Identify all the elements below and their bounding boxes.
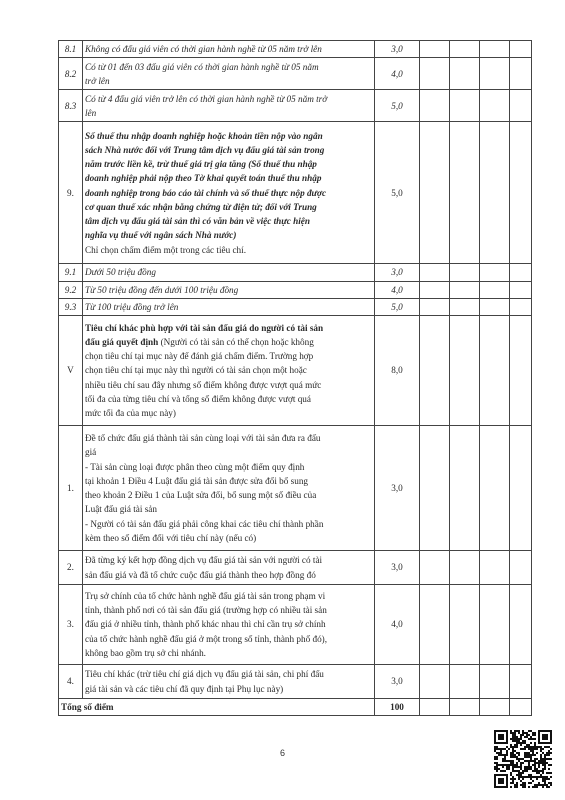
criterion-line: giá tài sản và các tiêu chí đã quy định tại Phụ lục này)	[85, 683, 284, 694]
criterion-text	[83, 551, 375, 585]
row-number: 3.	[59, 585, 83, 665]
max-points: 3,0	[375, 426, 420, 551]
max-points: 5,0	[375, 90, 420, 122]
criterion-line: Có từ 4 đấu giá viên trở lên có thời gian hành nghề từ 05 năm trở	[85, 93, 328, 104]
criterion-line: chọn tiêu chí tại mục này để đánh giá chấm điểm. Trường hợp	[85, 351, 314, 362]
criterion-line: Số thuế thu nhập doanh nghiệp hoặc khoản tiền nộp vào ngân	[85, 130, 323, 141]
criteria-table	[58, 40, 532, 716]
score-cell	[480, 426, 510, 551]
score-cell	[450, 316, 480, 426]
criterion-line: doanh nghiệp phải nộp theo Tờ khai quyết toán thuế thu nhập	[85, 173, 322, 184]
score-cell	[450, 281, 480, 298]
score-cell	[420, 58, 450, 90]
criterion-text	[83, 90, 375, 122]
criterion-text	[83, 264, 375, 281]
criterion-text	[83, 58, 375, 90]
criterion-line: của tổ chức hành nghề đấu giá ở một trong số tỉnh, thành phố đó),	[85, 633, 328, 644]
table-row	[59, 665, 532, 699]
score-cell	[420, 122, 450, 264]
max-points: 4,0	[375, 58, 420, 90]
score-cell	[450, 41, 480, 58]
criterion-line: Có từ 01 đến 03 đấu giá viên có thời gian hành nghề từ 05 năm	[85, 61, 319, 72]
criterion-note: Chỉ chọn chấm điểm một trong các tiêu chí.	[85, 244, 246, 255]
criterion-line: Tiêu chí khác (trừ tiêu chí giá dịch vụ đấu giá tài sản, chi phí đấu	[85, 669, 324, 680]
criterion-heading-line: Tiêu chí khác phù hợp với tài sản đấu giá do người có tài sản	[85, 322, 324, 333]
row-number: 1.	[59, 426, 83, 551]
score-cell	[510, 426, 532, 551]
row-number: 8.3	[59, 90, 83, 122]
score-cell	[420, 281, 450, 298]
criterion-line: Không có đấu giá viên có thời gian hành nghề từ 05 năm trở lên	[85, 44, 322, 54]
criterion-line: năm trước liền kề, trừ thuế giá trị gia tăng (Số thuế thu nhập	[85, 159, 317, 170]
criterion-line: tại khoản 1 Điều 4 Luật đấu giá tài sản được sửa đổi bổ sung	[85, 475, 309, 486]
score-cell	[510, 699, 532, 716]
criterion-text	[83, 316, 375, 426]
score-cell	[480, 585, 510, 665]
table-row	[59, 58, 532, 90]
criterion-line: (Người có tài sản có thể chọn hoặc không	[160, 336, 314, 347]
criterion-line: Dưới 50 triệu đồng	[85, 267, 156, 278]
score-cell	[510, 90, 532, 122]
score-cell	[450, 122, 480, 264]
criterion-line: trở lên	[85, 75, 110, 86]
row-number: V	[59, 316, 83, 426]
criterion-line: nhiều tiêu chí sau đây nhưng số điểm không được vượt quá mức	[85, 379, 322, 390]
criterion-line: doanh nghiệp trong báo cáo tài chính và số thuế thực nộp được	[85, 187, 327, 198]
score-cell	[510, 316, 532, 426]
table-row	[59, 585, 532, 665]
row-number: 8.1	[59, 41, 83, 58]
score-cell	[450, 426, 480, 551]
row-number: 9.2	[59, 281, 83, 298]
criterion-line: Đề tổ chức đấu giá thành tài sản cùng loại với tài sản đưa ra đấu	[85, 433, 321, 443]
score-cell	[510, 58, 532, 90]
max-points: 5,0	[375, 122, 420, 264]
table-row	[59, 281, 532, 298]
max-points: 5,0	[375, 298, 420, 315]
criterion-line: không bao gồm trụ sở chi nhánh.	[85, 647, 206, 658]
score-cell	[420, 316, 450, 426]
criterion-line: Trụ sở chính của tổ chức hành nghề đấu giá tài sản trong phạm vi	[85, 590, 326, 601]
criterion-line: Từ 100 triệu đồng trở lên	[85, 301, 179, 312]
score-cell	[480, 665, 510, 699]
total-label: Tổng số điểm	[59, 699, 375, 716]
page-number: 6	[279, 748, 285, 758]
criterion-line: sách Nhà nước đối với Trung tâm dịch vụ đấu giá tài sản trong	[85, 144, 325, 155]
criterion-line: chọn tiêu chí tại mục này thì người có tài sản chọn một hoặc	[85, 365, 307, 376]
score-cell	[480, 551, 510, 585]
score-cell	[420, 551, 450, 585]
table-row	[59, 298, 532, 315]
score-cell	[420, 699, 450, 716]
criterion-text	[83, 41, 375, 58]
score-cell	[510, 585, 532, 665]
criterion-line: Đã từng ký kết hợp đồng dịch vụ đấu giá tài sản với người có tài	[85, 555, 323, 566]
total-row	[59, 699, 532, 716]
criterion-line: kèm theo số điểm đối với tiêu chí này (nếu có)	[85, 532, 257, 543]
criterion-line: nghĩa vụ thuế với ngân sách Nhà nước)	[85, 230, 237, 241]
criterion-line: giá	[85, 447, 97, 458]
score-cell	[480, 90, 510, 122]
max-points: 3,0	[375, 41, 420, 58]
max-points: 8,0	[375, 316, 420, 426]
criterion-line: theo khoản 2 Điều 1 của Luật sửa đổi, bổ sung một số điều của	[85, 490, 317, 500]
score-cell	[480, 41, 510, 58]
total-points: 100	[375, 699, 420, 716]
criterion-line: lên	[85, 107, 97, 118]
criterion-text	[83, 122, 375, 264]
score-cell	[420, 665, 450, 699]
score-cell	[450, 264, 480, 281]
score-cell	[480, 699, 510, 716]
score-cell	[450, 58, 480, 90]
score-cell	[510, 551, 532, 585]
score-cell	[480, 298, 510, 315]
criterion-line: tâm dịch vụ đấu giá tài sản thì có văn bản về việc thực hiện	[85, 216, 310, 227]
score-cell	[450, 90, 480, 122]
criterion-line: tỉnh, thành phố nơi có tài sản đấu giá (trường hợp có nhiều tài sản	[85, 605, 327, 616]
criterion-line: Luật đấu giá tài sản	[85, 504, 157, 515]
criterion-line: đấu giá ở nhiều tỉnh, thành phố khác nhau thì chỉ cần trụ sở chính	[85, 619, 326, 630]
score-cell	[510, 264, 532, 281]
criterion-line: cơ quan thuế xác nhận bằng chứng từ điện tử; đối với Trung	[85, 201, 317, 212]
score-cell	[510, 281, 532, 298]
score-cell	[480, 122, 510, 264]
max-points: 3,0	[375, 551, 420, 585]
table-row	[59, 264, 532, 281]
score-cell	[420, 90, 450, 122]
table-row	[59, 90, 532, 122]
criterion-text	[83, 665, 375, 699]
row-number: 4.	[59, 665, 83, 699]
criterion-heading-line: đấu giá quyết định	[85, 336, 159, 347]
score-cell	[480, 281, 510, 298]
score-cell	[420, 585, 450, 665]
criterion-text	[83, 426, 375, 551]
max-points: 3,0	[375, 264, 420, 281]
score-cell	[450, 665, 480, 699]
criterion-line: tối đa của từng tiêu chí và tổng số điểm không được vượt quá	[85, 393, 311, 404]
table-row	[59, 316, 532, 426]
score-cell	[420, 264, 450, 281]
score-cell	[510, 41, 532, 58]
score-cell	[510, 298, 532, 315]
score-cell	[450, 585, 480, 665]
criterion-line: Từ 50 triệu đồng đến dưới 100 triệu đồng	[85, 284, 239, 295]
table-row	[59, 41, 532, 58]
max-points: 4,0	[375, 585, 420, 665]
row-number: 2.	[59, 551, 83, 585]
score-cell	[510, 665, 532, 699]
criterion-line: - Tài sản cùng loại được phân theo cùng một điểm quy định	[85, 461, 305, 472]
score-cell	[420, 426, 450, 551]
score-cell	[450, 699, 480, 716]
criterion-text	[83, 281, 375, 298]
criterion-line: mức tối đa của mục này)	[85, 408, 176, 419]
criterion-text	[83, 298, 375, 315]
score-cell	[450, 298, 480, 315]
criterion-text	[83, 585, 375, 665]
table-row	[59, 122, 532, 264]
max-points: 3,0	[375, 665, 420, 699]
max-points: 4,0	[375, 281, 420, 298]
criterion-line: - Người có tài sản đấu giá phải công khai các tiêu chí thành phần	[85, 518, 324, 529]
score-cell	[420, 41, 450, 58]
table-row	[59, 551, 532, 585]
score-cell	[480, 58, 510, 90]
score-cell	[420, 298, 450, 315]
row-number: 9.1	[59, 264, 83, 281]
criterion-line: sản đấu giá và đã tổ chức cuộc đấu giá thành theo hợp đồng đó	[85, 569, 316, 580]
score-cell	[480, 316, 510, 426]
score-cell	[510, 122, 532, 264]
score-cell	[480, 264, 510, 281]
table-row	[59, 426, 532, 551]
row-number: 9.3	[59, 298, 83, 315]
row-number: 8.2	[59, 58, 83, 90]
row-number: 9.	[59, 122, 83, 264]
score-cell	[450, 551, 480, 585]
qr-code-icon	[494, 730, 552, 788]
